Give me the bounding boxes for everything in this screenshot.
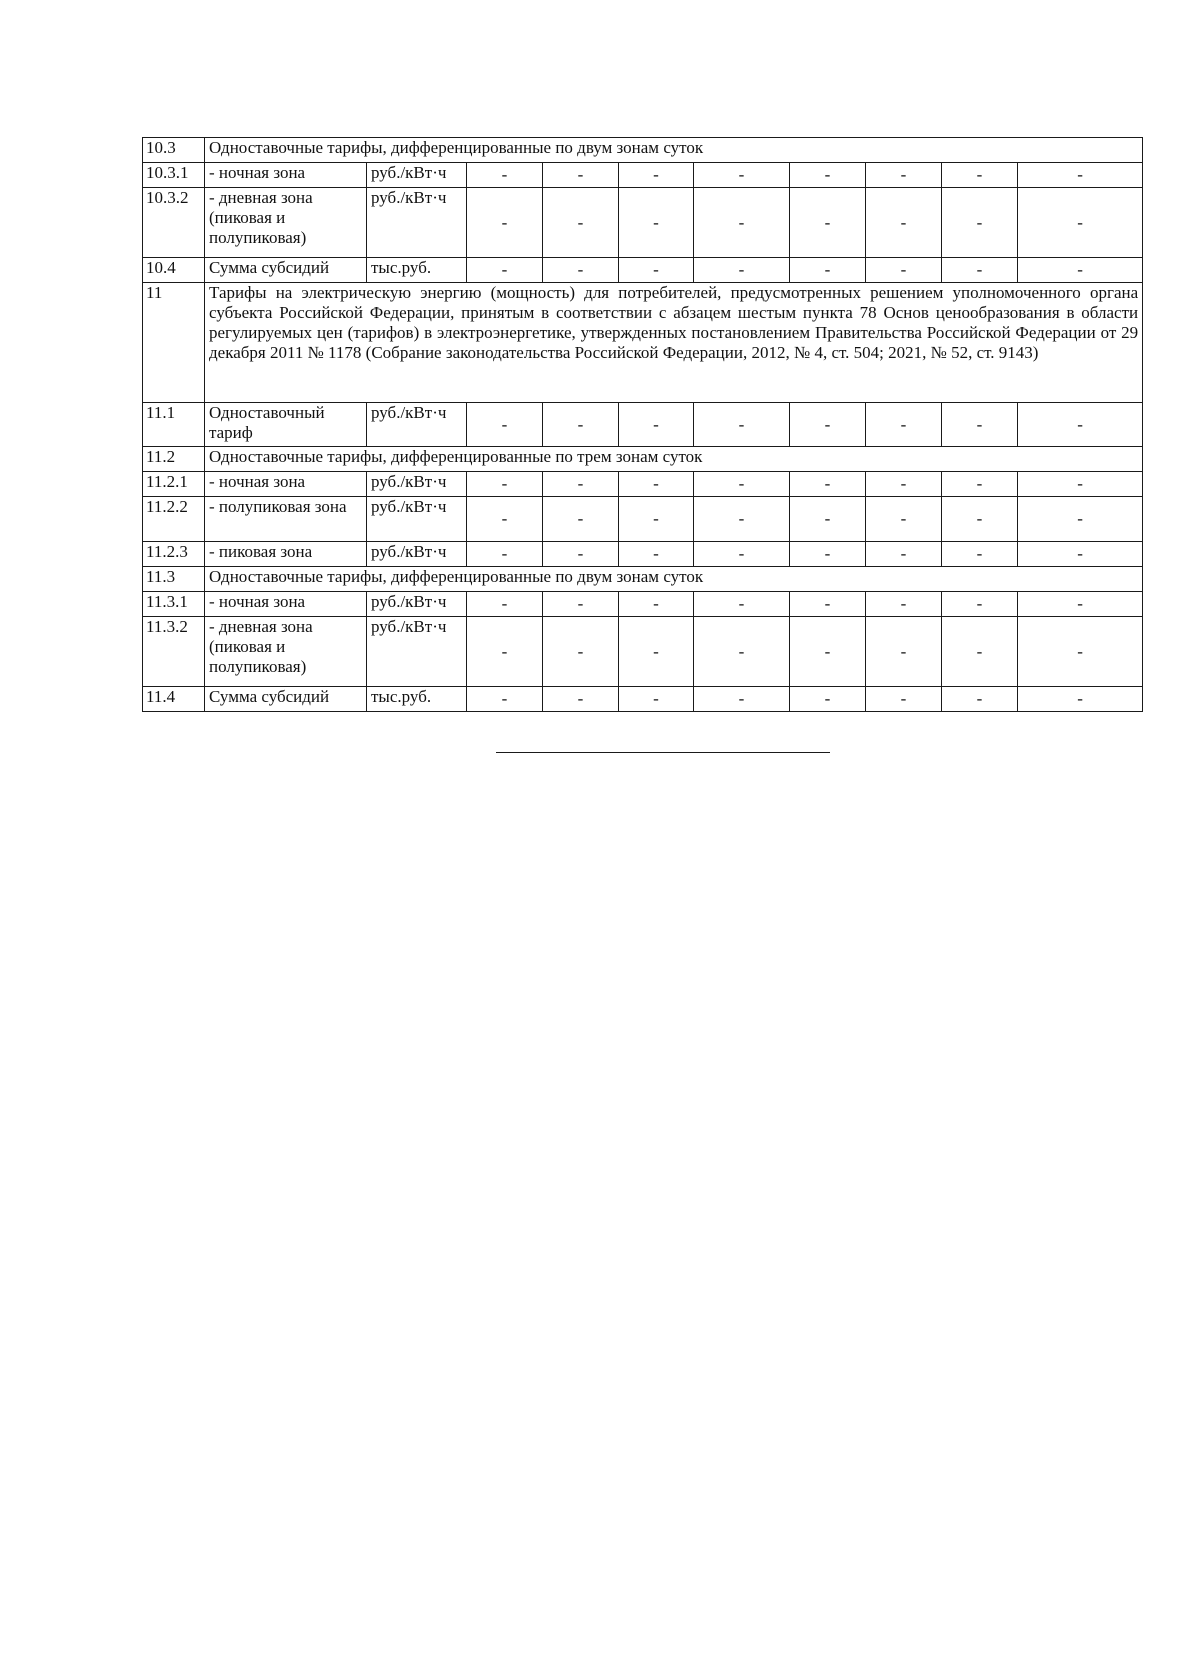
value-cell: - <box>467 258 543 283</box>
table-row-11-4 <box>143 687 1143 712</box>
row-number: 11.1 <box>143 403 205 447</box>
row-number: 11.3 <box>143 567 205 592</box>
value-cell: - <box>790 258 866 283</box>
value-cell: - <box>1018 617 1143 687</box>
value-cell: - <box>467 472 543 497</box>
value-cell: - <box>543 592 619 617</box>
value-cell: - <box>694 497 790 542</box>
value-cell: - <box>866 258 942 283</box>
value-cell: - <box>619 497 694 542</box>
value-cell: - <box>1018 687 1143 712</box>
table-row-11-3-2 <box>143 617 1143 687</box>
row-number: 11.2.1 <box>143 472 205 497</box>
value-cell: - <box>467 542 543 567</box>
value-cell: - <box>866 617 942 687</box>
value-cell: - <box>543 497 619 542</box>
row-number: 11.2.3 <box>143 542 205 567</box>
value-cell: - <box>543 542 619 567</box>
value-cell: - <box>866 687 942 712</box>
value-cell: - <box>467 163 543 188</box>
footer-divider <box>496 752 830 753</box>
table-row-10-4 <box>143 258 1143 283</box>
row-number: 11.3.1 <box>143 592 205 617</box>
value-cell: - <box>866 497 942 542</box>
section-title: Одноставочные тарифы, дифференцированные по трем зонам суток <box>205 447 1143 472</box>
row-label: Сумма субсидий <box>205 258 367 283</box>
value-cell: - <box>619 403 694 447</box>
table-row-11-2-2 <box>143 497 1143 542</box>
value-cell: - <box>942 163 1018 188</box>
table-row-11-3-1 <box>143 592 1143 617</box>
value-cell: - <box>1018 472 1143 497</box>
unit-cell: руб./кВт·ч <box>367 542 467 567</box>
table-row-11 <box>143 283 1143 403</box>
value-cell: - <box>790 592 866 617</box>
row-label: - полупиковая зона <box>205 497 367 542</box>
value-cell: - <box>790 617 866 687</box>
table-row-11-2-3 <box>143 542 1143 567</box>
value-cell: - <box>1018 497 1143 542</box>
value-cell: - <box>619 617 694 687</box>
table-body <box>143 138 1143 712</box>
table-row-10-3-2 <box>143 188 1143 258</box>
section-paragraph: Тарифы на электрическую энергию (мощность) для потребителей, предусмотренных решением уполномоченного органа субъекта Российской Федерации, принятым в соответствии с абзацем шестым пункта 78 Основ ценообразования в области регулируемых цен (тарифов) в электроэнергетике, утвержденных постановлением Правительства Российской Федерации от 29 декабря 2011 № 1178 (Собрание законодательства Российской Федерации, 2012, № 4, ст. 504; 2021, № 52, ст. 9143) <box>205 283 1143 403</box>
tariff-table <box>142 137 1143 712</box>
value-cell: - <box>942 403 1018 447</box>
value-cell: - <box>1018 188 1143 258</box>
unit-cell: руб./кВт·ч <box>367 592 467 617</box>
value-cell: - <box>694 617 790 687</box>
value-cell: - <box>467 497 543 542</box>
row-label: - пиковая зона <box>205 542 367 567</box>
table-row-10-3 <box>143 138 1143 163</box>
value-cell: - <box>694 258 790 283</box>
value-cell: - <box>866 188 942 258</box>
row-label: - ночная зона <box>205 163 367 188</box>
row-number: 11.4 <box>143 687 205 712</box>
value-cell: - <box>942 497 1018 542</box>
value-cell: - <box>790 497 866 542</box>
value-cell: - <box>942 188 1018 258</box>
row-label: - ночная зона <box>205 472 367 497</box>
row-number: 10.3 <box>143 138 205 163</box>
value-cell: - <box>866 163 942 188</box>
value-cell: - <box>790 687 866 712</box>
value-cell: - <box>619 188 694 258</box>
value-cell: - <box>694 472 790 497</box>
row-label: Сумма субсидий <box>205 687 367 712</box>
unit-cell: руб./кВт·ч <box>367 617 467 687</box>
value-cell: - <box>467 687 543 712</box>
section-title: Одноставочные тарифы, дифференцированные по двум зонам суток <box>205 138 1143 163</box>
row-label: - дневная зона (пиковая и полупиковая) <box>205 617 367 687</box>
row-number: 10.3.1 <box>143 163 205 188</box>
table-row-11-2-1 <box>143 472 1143 497</box>
value-cell: - <box>942 542 1018 567</box>
value-cell: - <box>694 542 790 567</box>
value-cell: - <box>866 592 942 617</box>
value-cell: - <box>619 472 694 497</box>
unit-cell: руб./кВт·ч <box>367 403 467 447</box>
value-cell: - <box>790 403 866 447</box>
row-number: 11 <box>143 283 205 403</box>
value-cell: - <box>694 188 790 258</box>
row-number: 11.2.2 <box>143 497 205 542</box>
row-number: 11.2 <box>143 447 205 472</box>
row-label: - дневная зона (пиковая и полупиковая) <box>205 188 367 258</box>
row-number: 11.3.2 <box>143 617 205 687</box>
value-cell: - <box>543 472 619 497</box>
table-row-11-1 <box>143 403 1143 447</box>
row-number: 10.3.2 <box>143 188 205 258</box>
unit-cell: тыс.руб. <box>367 687 467 712</box>
value-cell: - <box>543 163 619 188</box>
value-cell: - <box>790 542 866 567</box>
value-cell: - <box>543 617 619 687</box>
value-cell: - <box>1018 163 1143 188</box>
row-label: Одноставочный тариф <box>205 403 367 447</box>
value-cell: - <box>467 617 543 687</box>
value-cell: - <box>866 542 942 567</box>
value-cell: - <box>543 258 619 283</box>
table-row-11-3 <box>143 567 1143 592</box>
row-number: 10.4 <box>143 258 205 283</box>
unit-cell: руб./кВт·ч <box>367 188 467 258</box>
value-cell: - <box>619 258 694 283</box>
value-cell: - <box>694 687 790 712</box>
value-cell: - <box>942 592 1018 617</box>
value-cell: - <box>790 472 866 497</box>
unit-cell: тыс.руб. <box>367 258 467 283</box>
value-cell: - <box>543 403 619 447</box>
value-cell: - <box>467 188 543 258</box>
value-cell: - <box>790 163 866 188</box>
value-cell: - <box>467 592 543 617</box>
table-row-11-2 <box>143 447 1143 472</box>
value-cell: - <box>1018 258 1143 283</box>
value-cell: - <box>866 403 942 447</box>
value-cell: - <box>694 163 790 188</box>
value-cell: - <box>694 403 790 447</box>
unit-cell: руб./кВт·ч <box>367 163 467 188</box>
value-cell: - <box>467 403 543 447</box>
value-cell: - <box>619 687 694 712</box>
value-cell: - <box>619 592 694 617</box>
value-cell: - <box>942 258 1018 283</box>
value-cell: - <box>1018 403 1143 447</box>
value-cell: - <box>694 592 790 617</box>
unit-cell: руб./кВт·ч <box>367 472 467 497</box>
value-cell: - <box>942 687 1018 712</box>
value-cell: - <box>1018 592 1143 617</box>
value-cell: - <box>619 542 694 567</box>
value-cell: - <box>942 472 1018 497</box>
value-cell: - <box>1018 542 1143 567</box>
value-cell: - <box>942 617 1018 687</box>
value-cell: - <box>790 188 866 258</box>
value-cell: - <box>619 163 694 188</box>
value-cell: - <box>543 687 619 712</box>
section-title: Одноставочные тарифы, дифференцированные по двум зонам суток <box>205 567 1143 592</box>
value-cell: - <box>866 472 942 497</box>
row-label: - ночная зона <box>205 592 367 617</box>
value-cell: - <box>543 188 619 258</box>
unit-cell: руб./кВт·ч <box>367 497 467 542</box>
table-row-10-3-1 <box>143 163 1143 188</box>
